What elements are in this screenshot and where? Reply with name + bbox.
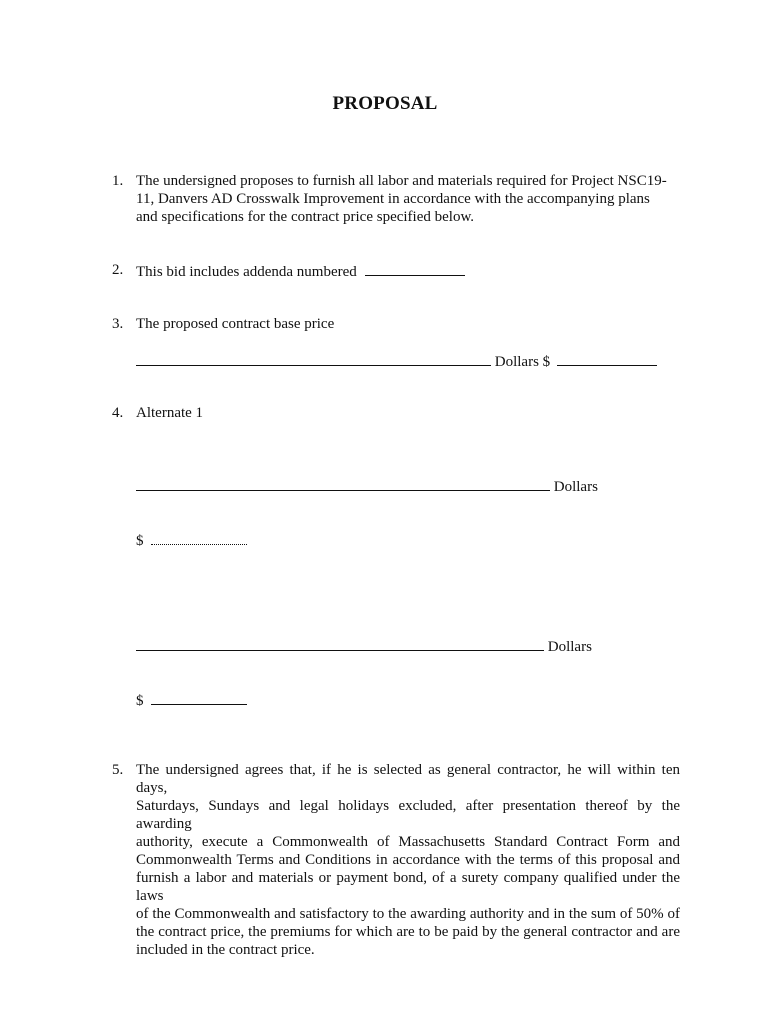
- alternate-1-amount-row: [136, 530, 247, 550]
- item-number: 2.: [112, 262, 124, 278]
- alternate-label: Alternate 1: [136, 405, 204, 421]
- item-5-text: [136, 761, 680, 959]
- item-5-line: furnish a labor and materials or payment bond, of a surety company qualified under the laws: [136, 870, 680, 904]
- alternate-2-words-blank[interactable]: [136, 636, 544, 651]
- item-1-text: [136, 172, 676, 226]
- alternate-1-dollars-label: Dollars: [553, 479, 598, 495]
- alternate-2-amount-blank[interactable]: [151, 690, 247, 705]
- item-number: 5.: [112, 762, 124, 778]
- base-price-row: [136, 351, 657, 371]
- alternate-2-amount-row: [136, 690, 247, 710]
- item-1-line: The undersigned proposes to furnish all labor and materials required for Project NSC19-: [136, 173, 667, 189]
- item-3: [112, 315, 672, 335]
- item-1: [112, 172, 672, 232]
- item-5: [112, 761, 682, 958]
- item-2-text: [136, 261, 465, 281]
- item-number: 3.: [112, 316, 124, 332]
- item-4: [112, 404, 672, 424]
- addenda-blank[interactable]: [365, 261, 465, 276]
- item-5-line: authority, execute a Commonwealth of Massachusetts Standard Contract Form and: [136, 834, 680, 850]
- item-number: 4.: [112, 405, 124, 421]
- item-5-line: included in the contract price.: [136, 942, 315, 958]
- alternate-1-amount-blank[interactable]: [151, 530, 247, 545]
- item-number: 1.: [112, 173, 124, 189]
- base-price-label: The proposed contract base price: [136, 316, 335, 332]
- item-2: [112, 261, 672, 281]
- alternate-1-words-blank[interactable]: [136, 476, 550, 491]
- item-5-line: the contract price, the premiums for which are to be paid by the general contractor and are: [136, 924, 680, 940]
- addenda-label: This bid includes addenda numbered: [136, 264, 357, 280]
- item-1-line: and specifications for the contract price specified below.: [136, 209, 475, 225]
- page-title: PROPOSAL: [332, 93, 438, 114]
- base-price-amount-blank[interactable]: [557, 351, 657, 366]
- dollar-sign: $: [136, 533, 144, 549]
- item-5-line: of the Commonwealth and satisfactory to the awarding authority and in the sum of 50% of: [136, 906, 680, 922]
- dollar-sign: $: [136, 693, 144, 709]
- item-5-line: Commonwealth Terms and Conditions in accordance with the terms of this proposal and: [136, 852, 680, 868]
- item-1-line: 11, Danvers AD Crosswalk Improvement in accordance with the accompanying plans: [136, 191, 650, 207]
- alternate-2-words-row: [136, 636, 592, 656]
- alternate-2-dollars-label: Dollars: [547, 639, 592, 655]
- base-price-words-blank[interactable]: [136, 351, 491, 366]
- item-5-line: Saturdays, Sundays and legal holidays excluded, after presentation thereof by the awarding: [136, 798, 680, 832]
- base-price-dollars-label: Dollars $: [494, 354, 551, 370]
- item-5-line: The undersigned agrees that, if he is selected as general contractor, he will within ten days,: [136, 762, 680, 796]
- alternate-1-words-row: [136, 476, 598, 496]
